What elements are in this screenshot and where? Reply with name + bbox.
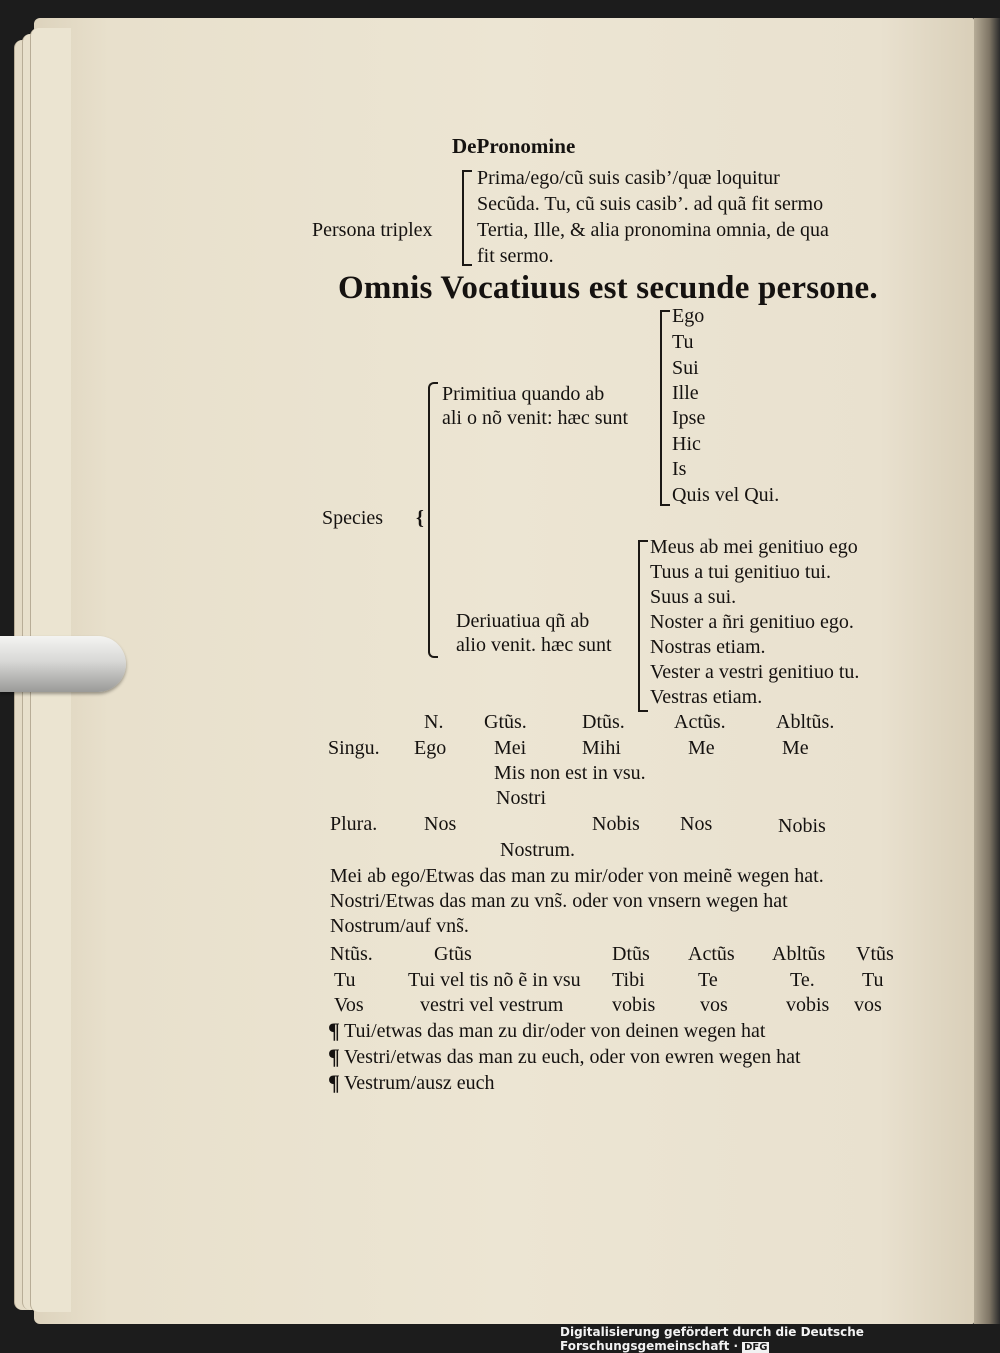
primitiua-item: Ille [672, 382, 699, 404]
primitiua-item: Ego [672, 305, 705, 327]
table2-header: Ntũs. [330, 943, 373, 965]
pilcrow-icon: ¶ [328, 1044, 340, 1069]
deriuatiua-item: Vestras etiam. [650, 686, 763, 708]
singular-accusative: Me [688, 737, 715, 759]
table2-cell: Vos [334, 994, 364, 1016]
table2-cell: vos [700, 994, 728, 1016]
table2-cell: Tibi [612, 969, 645, 991]
persona-brace [462, 170, 472, 266]
german-gloss-line: Vestrum/ausz euch [344, 1072, 495, 1094]
species-brace-point: { [416, 507, 424, 529]
primitiua-item: Tu [672, 331, 694, 353]
german-gloss-line: Vestri/etwas das man zu euch, oder von ewren wegen hat [344, 1046, 801, 1068]
table2-header: Abltũs [772, 943, 826, 965]
species-label: Species [322, 507, 384, 529]
table2-cell: Tu [862, 969, 884, 991]
table2-header: Vtũs [856, 943, 894, 965]
table2-header: Gtũs [434, 943, 472, 965]
book-spine [974, 18, 1000, 1324]
plural-genitive: Nostrum. [500, 839, 575, 861]
table2-header: Dtũs [612, 943, 650, 965]
running-header: DePronomine [452, 134, 576, 158]
persona-line: Prima/ego/cũ suis casib’/quæ loquitur [477, 167, 780, 189]
table2-cell: Te. [790, 969, 815, 991]
primitiua-item: Sui [672, 357, 699, 379]
table2-cell: Tu [334, 969, 356, 991]
table1-header: Gtũs. [484, 711, 527, 733]
singular-genitive-alt: Nostri [496, 787, 546, 809]
persona-line: Secũda. Tu, cũ suis casib’. ad quã fit sermo [477, 193, 824, 215]
headline: Omnis Vocatiuus est secunde persone. [338, 270, 878, 306]
table2-header: Actũs [688, 943, 735, 965]
table1-header: Actũs. [674, 711, 726, 733]
digitization-credit-text: Digitalisierung gefördert durch die Deutsche Forschungsgemeinschaft · [560, 1325, 864, 1353]
table2-cell: vobis [612, 994, 656, 1016]
deriuatiua-line: alio venit. hæc sunt [456, 634, 612, 656]
persona-label: Persona triplex [312, 219, 433, 241]
primitiua-line: ali o nõ venit: hæc sunt [442, 407, 629, 429]
german-gloss-line: Nostrum/auf vns̃. [330, 915, 469, 937]
deriuatiua-item: Meus ab mei genitiuo ego [650, 536, 858, 558]
deriuatiua-item: Vester a vestri genitiuo tu. [650, 661, 860, 683]
plural-dative: Nobis [592, 813, 640, 835]
plural-accusative: Nos [680, 813, 713, 835]
deriuatiua-item: Suus a sui. [650, 586, 737, 608]
persona-line: fit sermo. [477, 245, 554, 267]
deriuatiua-item: Tuus a tui genitiuo tui. [650, 561, 831, 583]
plural-ablative: Nobis [778, 815, 826, 837]
german-gloss-line: Mei ab ego/Etwas das man zu mir/oder von meinẽ wegen hat. [330, 865, 824, 887]
singular-ablative: Me [782, 737, 809, 759]
primitiua-item: Ipse [672, 407, 706, 429]
table2-cell: vos [854, 994, 882, 1016]
german-gloss-line: Nostri/Etwas das man zu vns̃. oder von vnsern wegen hat [330, 890, 788, 912]
table2-cell: Te [698, 969, 718, 991]
primitiua-item: Hic [672, 433, 701, 455]
primitiua-item: Is [672, 458, 687, 480]
digitization-credit [560, 1325, 1000, 1353]
persona-line: Tertia, Ille, & alia pronomina omnia, de qua [477, 219, 829, 241]
table1-header: Abltũs. [776, 711, 835, 733]
primitiua-line: Primitiua quando ab [442, 383, 605, 405]
dfg-logo: DFG [744, 1342, 768, 1353]
primitiua-item: Quis vel Qui. [672, 484, 780, 506]
table1-header: N. [424, 711, 444, 733]
deriuatiua-line: Deriuatiua qñ ab [456, 610, 590, 632]
singular-nominative: Ego [414, 737, 447, 759]
singular-label: Singu. [328, 737, 380, 759]
deriuatiua-item: Nostras etiam. [650, 636, 766, 658]
table1-header: Dtũs. [582, 711, 625, 733]
table2-cell: vobis [786, 994, 830, 1016]
table2-cell: vestri vel vestrum [420, 994, 564, 1016]
page-marker-tab [0, 636, 126, 692]
plural-nominative: Nos [424, 813, 457, 835]
primitiua-brace [660, 310, 670, 506]
table2-cell: Tui vel tis nõ ẽ in vsu [408, 969, 581, 991]
deriuatiua-brace [638, 540, 648, 712]
pilcrow-icon: ¶ [328, 1018, 340, 1043]
german-gloss-line: Tui/etwas das man zu dir/oder von deinen wegen hat [344, 1020, 766, 1042]
pilcrow-icon: ¶ [328, 1070, 340, 1095]
species-brace [428, 382, 438, 658]
singular-genitive-note: Mis non est in vsu. [494, 762, 646, 784]
singular-dative: Mihi [582, 737, 621, 759]
singular-genitive: Mei [494, 737, 527, 759]
deriuatiua-item: Noster a ñri genitiuo ego. [650, 611, 854, 633]
plural-label: Plura. [330, 813, 378, 835]
